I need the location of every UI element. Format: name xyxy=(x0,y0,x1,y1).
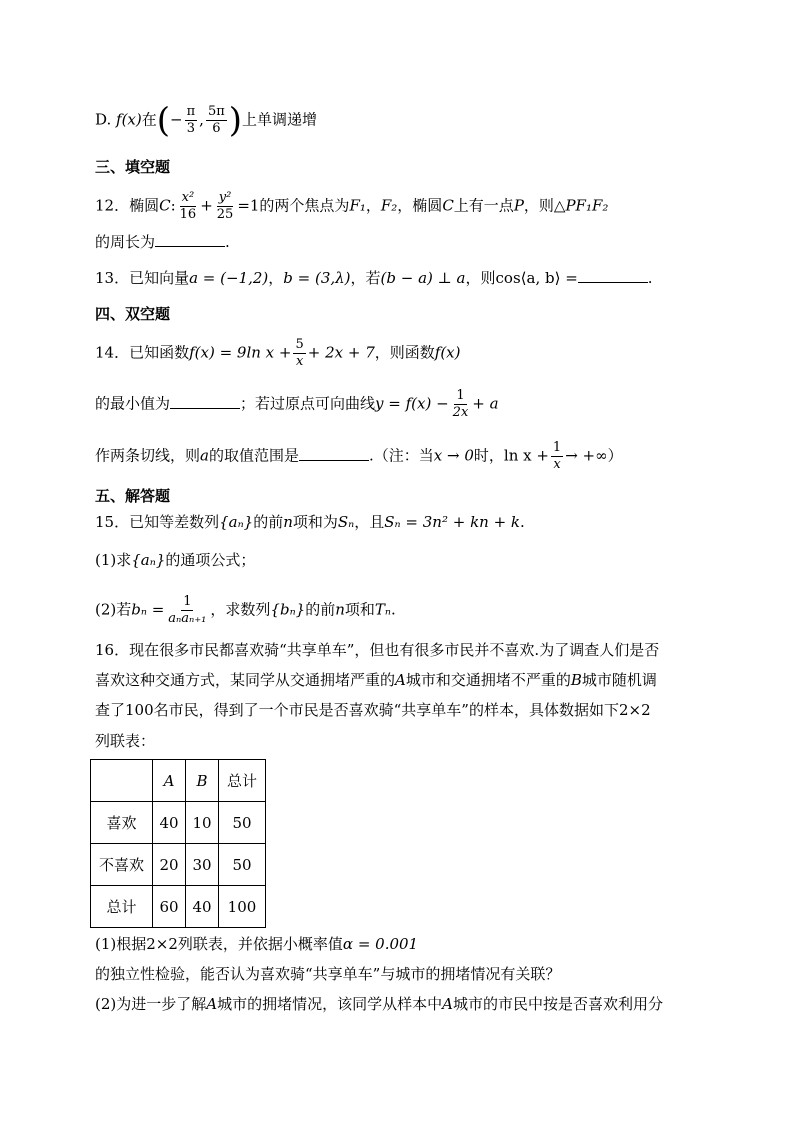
text: 2×2 xyxy=(146,935,178,953)
text: . xyxy=(647,269,653,287)
text: 2×2 xyxy=(618,701,651,719)
equation: Sₙ = 3n² + kn + k xyxy=(384,513,521,531)
var: PF₁F₂ xyxy=(565,196,609,215)
question-16-line4: 列联表： xyxy=(95,732,156,750)
var: a xyxy=(200,446,209,465)
answer-blank xyxy=(170,394,240,409)
question-16-line3 xyxy=(95,700,651,720)
table-row xyxy=(91,886,266,928)
text: 时， xyxy=(473,446,504,465)
alpha-value: α = 0.001 xyxy=(342,935,419,953)
text: 12．椭圆 xyxy=(95,196,160,215)
numerator: 1 xyxy=(183,594,192,609)
function-symbol: f(x) xyxy=(116,110,142,129)
text: ，求数列 xyxy=(210,600,271,619)
table-cell: 不喜欢 xyxy=(91,844,153,886)
text: ；若过原点可向曲线 xyxy=(240,394,376,413)
text: : xyxy=(170,196,176,215)
text: ，则 xyxy=(465,269,496,287)
var: bₙ = xyxy=(131,600,165,619)
text: (2)为进一步了解 xyxy=(95,995,207,1013)
text: 的前 xyxy=(305,600,336,619)
question-16-part1-line2: 的独立性检验，能否认为喜欢骑“共享单车”与城市的拥堵情况有关联？ xyxy=(95,965,561,983)
var: C xyxy=(442,196,454,215)
text: 上有一点 xyxy=(453,196,514,215)
contingency-table xyxy=(90,759,266,928)
question-15 xyxy=(95,512,525,532)
text: ，则函数 xyxy=(374,343,435,362)
text: 的最小值为 xyxy=(95,394,171,413)
section-heading: 四、双空题 xyxy=(95,305,171,323)
question-16-part1 xyxy=(95,934,418,954)
table-row xyxy=(91,802,266,844)
var: F₁ xyxy=(349,196,366,215)
table-cell: 50 xyxy=(219,802,266,844)
table-cell: B xyxy=(186,760,219,802)
answer-blank xyxy=(578,268,648,283)
text: ，若 xyxy=(350,269,381,287)
text: 的前 xyxy=(253,513,284,531)
section-heading: 五、解答题 xyxy=(95,487,171,505)
section-heading: 三、填空题 xyxy=(95,158,171,176)
var: A xyxy=(206,995,218,1013)
text: + xyxy=(200,196,213,215)
question-15-part2 xyxy=(95,594,396,627)
question-12 xyxy=(95,190,608,223)
text: 列联表，并依据小概率值 xyxy=(177,935,343,953)
var: C xyxy=(159,196,171,215)
denominator: 25 xyxy=(216,207,234,222)
question-14-line3 xyxy=(95,440,623,473)
table-row xyxy=(91,844,266,886)
fraction xyxy=(206,104,227,137)
text: 15．已知等差数列 xyxy=(95,513,220,531)
text: 项和 xyxy=(344,600,375,619)
text: (2)若 xyxy=(95,600,132,619)
table-cell: 总计 xyxy=(219,760,266,802)
right-paren: ) xyxy=(228,100,243,141)
left-paren: ( xyxy=(156,100,171,141)
fraction xyxy=(215,190,236,223)
text: 城市随机调 xyxy=(581,671,657,689)
text: ，则△ xyxy=(523,196,566,215)
var: A xyxy=(395,671,406,689)
var: Sₙ xyxy=(337,513,355,531)
vector-a: a = (−1,2) xyxy=(189,269,269,287)
table-cell: 30 xyxy=(186,844,219,886)
text: 作两条切线，则 xyxy=(95,446,201,465)
table-cell: A xyxy=(153,760,186,802)
table-cell: 50 xyxy=(219,844,266,886)
var: Tₙ xyxy=(374,600,391,619)
answer-blank xyxy=(299,446,369,461)
question-15-part1 xyxy=(95,550,255,570)
expr: → +∞） xyxy=(565,446,623,465)
fraction xyxy=(178,190,199,223)
text: 在 xyxy=(141,110,157,129)
text: . xyxy=(520,513,525,531)
var: n xyxy=(335,600,345,619)
var: P xyxy=(513,196,524,215)
denominator: x xyxy=(553,457,561,472)
text: 城市的市民中按是否喜欢利用分 xyxy=(452,995,663,1013)
denominator: x xyxy=(295,354,304,369)
cosine-expr: cos⟨a, b⟩ = xyxy=(495,269,578,287)
answer-blank xyxy=(155,232,225,247)
question-16-line1: 16．现在很多市民都喜欢骑“共享单车”，但也有很多市民并不喜欢.为了调查人们是否 xyxy=(95,641,660,659)
fraction xyxy=(185,104,198,137)
table-cell: 40 xyxy=(186,886,219,928)
question-16-part2 xyxy=(95,994,663,1014)
table-cell: 喜欢 xyxy=(91,802,153,844)
numerator: y² xyxy=(218,190,232,205)
question-13 xyxy=(95,268,653,288)
var: A xyxy=(442,995,453,1013)
table-cell: 总计 xyxy=(91,886,153,928)
denominator: 3 xyxy=(186,121,196,136)
question-14-line2 xyxy=(95,388,499,421)
table-cell xyxy=(91,760,153,802)
denominator: aₙaₙ₊₁ xyxy=(168,611,207,626)
text: (1)根据 xyxy=(95,935,147,953)
text: 查了100名市民，得到了一个市民是否喜欢骑“共享单车”的样本，具体数据如下 xyxy=(95,701,619,719)
question-14 xyxy=(95,337,461,370)
denominator: 16 xyxy=(179,207,197,222)
var: n xyxy=(283,513,293,531)
function-expr: f(x) = 9ln x + xyxy=(189,343,292,362)
option-label: D. xyxy=(95,110,117,129)
condition: (b − a) ⊥ a xyxy=(380,269,466,287)
numerator: 1 xyxy=(456,388,465,403)
fraction xyxy=(551,440,563,473)
text: ， xyxy=(268,269,284,287)
text: 上单调递增 xyxy=(242,110,318,129)
function-expr: + 2x + 7 xyxy=(307,343,375,362)
table-cell: 60 xyxy=(153,886,186,928)
denominator: 6 xyxy=(212,121,221,136)
question-16-line2 xyxy=(95,670,657,690)
table-cell: 40 xyxy=(153,802,186,844)
fraction xyxy=(293,337,305,370)
text: 项和为 xyxy=(292,513,338,531)
text: 城市和交通拥堵不严重的 xyxy=(405,671,571,689)
numerator: π xyxy=(186,104,196,119)
text: ， xyxy=(365,196,381,215)
sequence: {aₙ} xyxy=(219,513,254,531)
curve-expr: y = f(x) − xyxy=(375,394,449,413)
text: 14．已知函数 xyxy=(95,343,190,362)
numerator: 5π xyxy=(207,104,225,119)
question-12-line2: 的周长为 . xyxy=(95,233,230,251)
numerator: 1 xyxy=(552,440,562,455)
text: ，且 xyxy=(354,513,385,531)
expr: ln x + xyxy=(503,446,549,465)
numerator: x² xyxy=(181,190,195,205)
text: 13．已知向量 xyxy=(95,269,190,287)
sequence: {bₙ} xyxy=(270,600,306,619)
text: 城市的拥堵情况，该同学从样本中 xyxy=(217,995,443,1013)
text: (1)求 xyxy=(95,551,132,569)
vector-b: b = (3,λ) xyxy=(283,269,351,287)
denominator: 2x xyxy=(452,405,469,420)
var: F₂ xyxy=(380,196,398,215)
table-cell: 10 xyxy=(186,802,219,844)
text: 的通项公式； xyxy=(165,551,256,569)
function-symbol: f(x) xyxy=(434,343,461,362)
var: B xyxy=(570,671,582,689)
text: . xyxy=(391,600,396,619)
fraction xyxy=(451,388,471,421)
text: 的取值范围是 xyxy=(208,446,299,465)
fraction xyxy=(166,594,208,627)
curve-expr: + a xyxy=(472,394,499,413)
text: ，椭圆 xyxy=(397,196,443,215)
text: 喜欢这种交通方式，某同学从交通拥堵严重的 xyxy=(95,671,396,689)
option-d: D. f(x)在(− $\frac{\pi}{3}$ , $\frac{5\pi}{6}$ )上单调递增 xyxy=(95,100,318,141)
text: .（注：当 xyxy=(368,446,434,465)
table-cell: 20 xyxy=(153,844,186,886)
table-header-row xyxy=(91,760,266,802)
limit-expr: x → 0 xyxy=(433,446,474,465)
sequence: {aₙ} xyxy=(131,551,166,569)
table-cell: 100 xyxy=(219,886,266,928)
text: 的周长为 xyxy=(95,233,156,251)
numerator: 5 xyxy=(295,337,304,352)
text: =1的两个焦点为 xyxy=(237,196,350,215)
